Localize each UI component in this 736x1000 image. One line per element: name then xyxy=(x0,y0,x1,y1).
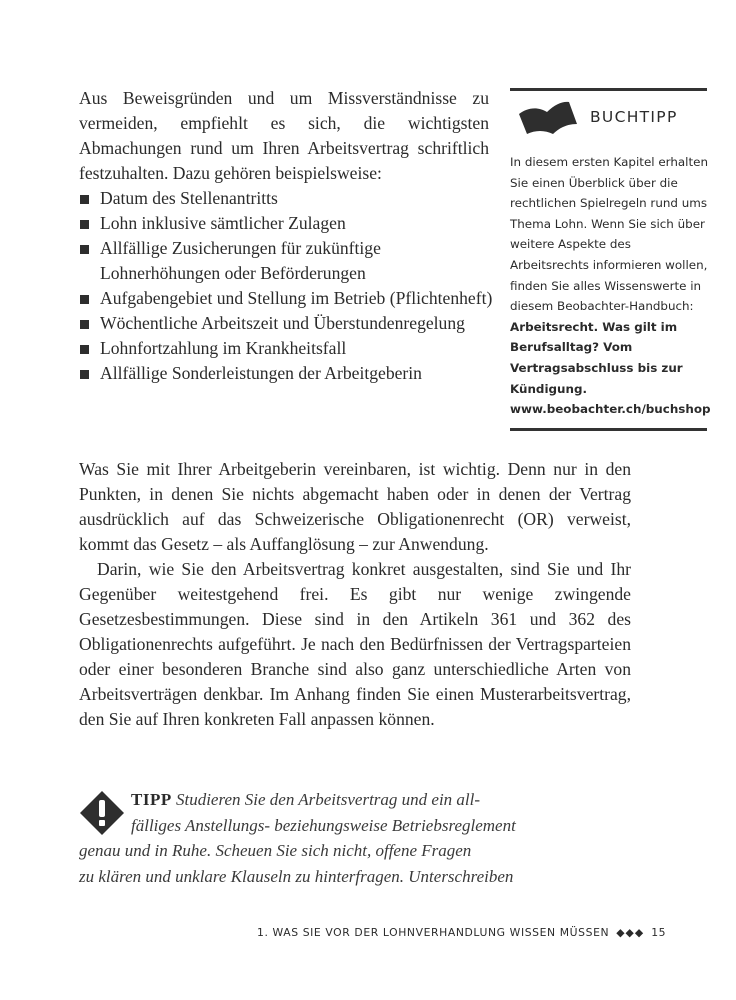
open-book-icon xyxy=(517,100,579,136)
square-bullet-icon xyxy=(80,295,89,304)
sidebar-bottom-rule xyxy=(510,428,707,431)
paragraph: Darin, wie Sie den Arbeitsvertrag konkret ausgestalten, sind Sie und Ihr Gegenüber weitestgehend frei. Es gibt nur wenige zwingende Gesetzesbestimmungen. Diese sind in den Artikeln 361 und 362 des Obligationenrechts aufgeführt. Je nach den Bedürfnissen der Vertragsparteien oder einer besonderen Branche sind also ganz unterschiedliche Arten von Arbeitsverträgen denkbar. Im Anhang finden Sie einen Musterarbeitsvertrag, den Sie auf Ihren konkreten Fall anpassen können. xyxy=(79,559,631,729)
square-bullet-icon xyxy=(80,195,89,204)
tip-line: Studieren Sie den Arbeitsvertrag und ein all- xyxy=(175,790,481,809)
page-footer xyxy=(257,926,666,939)
square-bullet-icon xyxy=(80,245,89,254)
exclamation-diamond-icon xyxy=(79,790,125,836)
tip-line: fälliges Anstellungs- beziehungsweise Betriebsreglement xyxy=(131,815,516,835)
list-item: Lohn inklusive sämtlicher Zulagen xyxy=(79,211,499,236)
list-item: Wöchentliche Arbeitszeit und Überstundenregelung xyxy=(79,311,499,336)
sidebar-heading: BUCHTIPP xyxy=(590,108,678,126)
paragraph: Was Sie mit Ihrer Arbeitgeberin vereinbaren, ist wichtig. Denn nur in den Punkten, in denen Sie nichts abgemacht haben oder in denen der Vertrag ausdrücklich auf das Schweizerische Obligationenrecht (OR) verweist, kommt das Gesetz – als Auffanglösung – zur Anwendung. xyxy=(79,459,631,554)
square-bullet-icon xyxy=(80,370,89,379)
list-item: Aufgabengebiet und Stellung im Betrieb (Pflichtenheft) xyxy=(79,286,499,311)
bullet-list xyxy=(79,186,499,386)
sidebar-top-rule xyxy=(510,88,707,91)
list-item: Datum des Stellenantritts xyxy=(79,186,499,211)
sidebar-body xyxy=(510,152,710,420)
intro-paragraph xyxy=(79,86,489,186)
list-item: Allfällige Zusicherungen für zukünftige Lohnerhöhungen oder Beförderungen xyxy=(79,236,499,286)
buchtipp-sidebar xyxy=(510,88,711,432)
main-text xyxy=(79,457,631,732)
book-title: Arbeitsrecht. Was gilt im Berufsalltag? Vom Vertragsabschluss bis zur Kündigung. xyxy=(510,319,683,396)
square-bullet-icon xyxy=(80,320,89,329)
diamond-separator-icon: ◆◆◆ xyxy=(616,926,645,939)
tip-line: zu klären und unklare Klauseln zu hinterfragen. Unterschreiben xyxy=(79,866,514,886)
sidebar-text: In diesem ersten Kapitel erhalten Sie einen Überblick über die rechtlichen Spielregeln rund ums Thema Lohn. Wenn Sie sich über weitere Aspekte des Arbeitsrechts informieren wollen, finden Sie alles Wissenswerte in diesem Beobachter-Handbuch: xyxy=(510,155,708,314)
tip-label: TIPP xyxy=(131,790,172,809)
intro-text: Aus Beweisgründen und um Missverständnisse zu vermeiden, empfiehlt es sich, die wichtigsten Abmachungen rund um Ihren Arbeitsvertrag schriftlich festzuhalten. Dazu gehören beispielsweise: xyxy=(79,88,489,183)
buchshop-link[interactable]: www.beobachter.ch/buchshop xyxy=(510,402,711,417)
tip-line: genau und in Ruhe. Scheuen Sie sich nicht, offene Fragen xyxy=(79,841,472,860)
list-item: Allfällige Sonderleistungen der Arbeitgeberin xyxy=(79,361,499,386)
chapter-title: 1. WAS SIE VOR DER LOHNVERHANDLUNG WISSEN MÜSSEN xyxy=(257,926,610,939)
square-bullet-icon xyxy=(80,220,89,229)
tipp-box xyxy=(79,787,609,889)
square-bullet-icon xyxy=(80,345,89,354)
list-item: Lohnfortzahlung im Krankheitsfall xyxy=(79,336,499,361)
page-number: 15 xyxy=(651,926,667,939)
